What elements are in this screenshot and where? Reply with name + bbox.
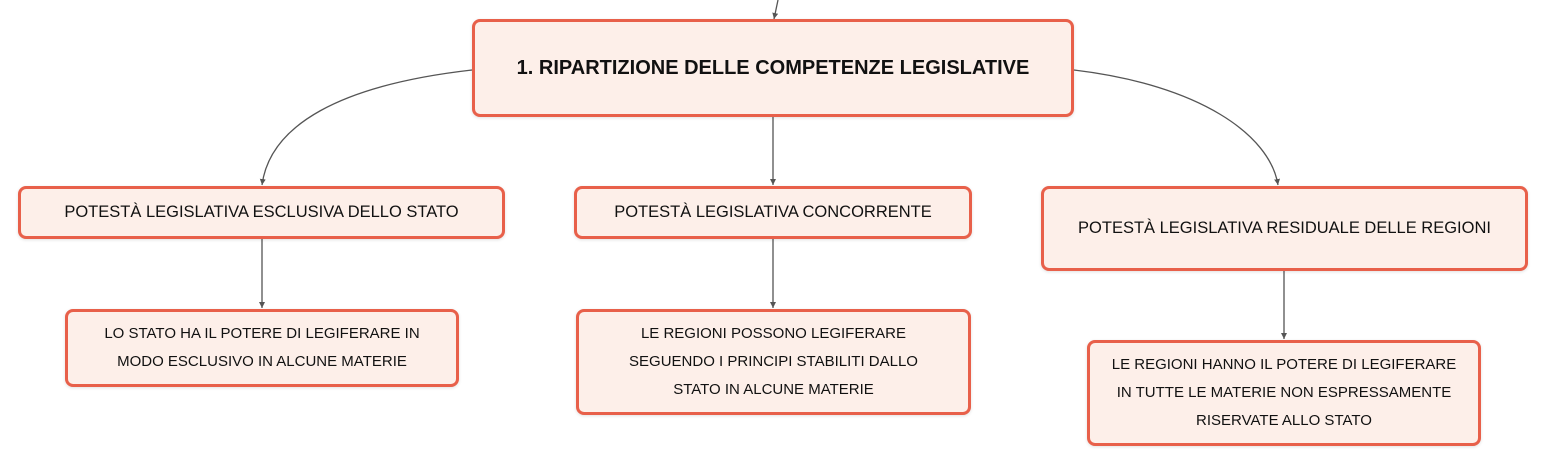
detail-node-concurrent[interactable] — [576, 309, 971, 415]
detail-line: SEGUENDO I PRINCIPI STABILITI DALLO — [629, 353, 918, 370]
detail-text-exclusive — [104, 320, 419, 376]
root-node[interactable] — [472, 19, 1074, 117]
detail-line: MODO ESCLUSIVO IN ALCUNE MATERIE — [117, 353, 407, 370]
detail-line: IN TUTTE LE MATERIE NON ESPRESSAMENTE — [1116, 384, 1452, 401]
branch-node-exclusive[interactable] — [18, 186, 505, 239]
detail-line: LO STATO HA IL POTERE DI LEGIFERARE IN — [104, 325, 420, 342]
connector-root-to-excl — [262, 70, 472, 185]
connector-root-to-resi — [1074, 70, 1278, 185]
detail-line: LE REGIONI HANNO IL POTERE DI LEGIFERARE — [1111, 356, 1457, 373]
branch-label-exclusive: POTESTÀ LEGISLATIVA ESCLUSIVA DELLO STATO — [64, 203, 459, 221]
detail-node-residual[interactable] — [1087, 340, 1481, 446]
detail-text-concurrent — [629, 320, 918, 404]
detail-node-exclusive[interactable] — [65, 309, 459, 387]
branch-node-residual[interactable] — [1041, 186, 1528, 271]
detail-line: STATO IN ALCUNE MATERIE — [673, 381, 874, 398]
branch-node-concurrent[interactable] — [574, 186, 972, 239]
connector-parent-to-root — [774, 0, 778, 19]
detail-line: RISERVATE ALLO STATO — [1196, 412, 1372, 429]
root-node-label: 1. RIPARTIZIONE DELLE COMPETENZE LEGISLATIVE — [516, 56, 1030, 79]
branch-label-concurrent: POTESTÀ LEGISLATIVA CONCORRENTE — [614, 203, 932, 221]
branch-label-residual: POTESTÀ LEGISLATIVA RESIDUALE DELLE REGIONI — [1078, 219, 1491, 237]
detail-text-residual — [1112, 351, 1457, 435]
detail-line: LE REGIONI POSSONO LEGIFERARE — [640, 325, 907, 342]
